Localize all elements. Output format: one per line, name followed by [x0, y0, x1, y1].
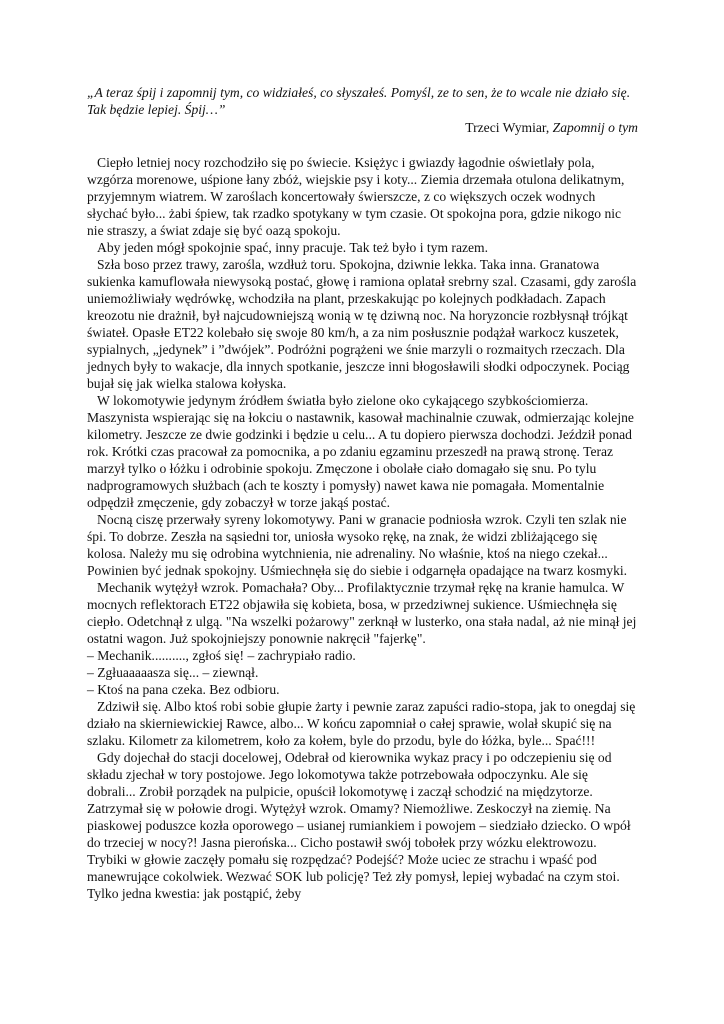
paragraph: Gdy dojechał do stacji docelowej, Odebrał od kierownika wykaz pracy i po odczepieniu się od składu zjechał w tory postojowe. Jego lokomotywa także potrzebowała odpoczynku. Ale się dobrali... Zrobił porządek na pulpicie, opuścił lokomotywę i zaczął schodzić na międzytorze. Zatrzymał się w połowie drogi. Wytężył wzrok. Omamy? Niemożliwe. Zeskoczył na ziemię. Na piaskowej poduszce kozła oporowego – usianej rumiankiem i powojem – siedziało dziecko. O wpół do trzeciej w nocy?! Jasna pierońska... Cicho postawił swój tobołek przy wózku elektrowozu. Trybiki w głowie zaczęły pomału się rozpędzać? Podejść? Może uciec ze strachu i wpaść pod manewrujące cokolwiek. Wezwać SOK lub policję? Też zły pomysł, lepiej wybadać na czym stoi. Tylko jedna kwestia: jak postąpić, żeby: [87, 750, 631, 901]
paragraph: Szła boso przez trawy, zarośla, wzdłuż toru. Spokojna, dziwnie lekka. Taka inna. Granatowa sukienka kamuflowała niewysoką postać, głowę i ramiona oplatał srebrny szal. Czasami, gdy zarośla uniemożliwiały wędrówkę, wchodziła na plant, przeskakując po kolejnych podkładach. Zapach kreozotu nie drażnił, był najcudowniejszą wonią w tę dziwną noc. Na horyzoncie rozbłysnął trójkąt świateł. Opasłe ET22 kolebało się swoje 80 km/h, a za nim posłusznie podążał warkocz kuszetek, sypialnych, „jedynek” i ”dwójek”. Podróżni pogrążeni we śnie marzyli o rozmaitych rzeczach. Dla jednych były to wakacje, dla innych spotkanie, jeszcze inni błogosławili słodki odpoczynek. Pociąg bujał się jak wielka stalowa kołyska.: [87, 257, 637, 391]
epigraph-quote: „A teraz śpij i zapomnij tym, co widziałeś, co słyszałeś. Pomyśl, ze to sen, że to wcale nie działo się. Tak będzie lepiej. Śpij…”: [87, 85, 631, 117]
dialog-line: – Ktoś na pana czeka. Bez odbioru.: [87, 682, 280, 697]
paragraph: Zdziwił się. Albo ktoś robi sobie głupie żarty i pewnie zaraz zapuści radio-stopa, jak to onegdaj się działo na skierniewickiej Rawce, albo... W końcu zapomniał o całej sprawie, wolał skupić się na szlaku. Kilometr za kilometrem, koło za kołem, byle do przodu, byle do łóżka, byle... Spać!!!: [87, 699, 636, 748]
epigraph-author: Trzeci Wymiar,: [465, 120, 553, 135]
epigraph-attribution: [87, 119, 638, 136]
dialog-line: – Zgłuaaaaasza się... – ziewnął.: [87, 665, 259, 680]
epigraph-work-title: Zapomnij o tym: [552, 120, 638, 135]
paragraph: Nocną ciszę przerwały syreny lokomotywy. Pani w granacie podniosła wzrok. Czyli ten szlak nie śpi. To dobrze. Zeszła na sąsiedni tor, uniosła wysoko rękę, na znak, że widzi zbliżającego się kolosa. Należy mu się odrobina wytchnienia, nie adrenaliny. No właśnie, ktoś na niego czekał... Powinien być jednak spokojny. Uśmiechnęła się do siebie i odgarnęła opadające na twarz kosmyki.: [87, 512, 628, 578]
dialog-line: – Mechanik.........., zgłoś się! – zachrypiało radio.: [87, 648, 356, 663]
story-body: [87, 154, 638, 902]
paragraph: Mechanik wytężył wzrok. Pomachała? Oby... Profilaktycznie trzymał rękę na kranie hamulca. W mocnych reflektorach ET22 objawiła się kobieta, bosa, w przedziwnej sukience. Uśmiechnęła się ciepło. Odetchnął z ulgą. "Na wszelki pożarowy" zerknął w lusterko, ona stała nadal, aż nie minął jej ostatni wagon. Już spokojniejszy ponownie nakręcił "fajerkę".: [87, 580, 637, 646]
paragraph: W lokomotywie jedynym źródłem światła było zielone oko cykającego szybkościomierza. Maszynista wspierając się na łokciu o nastawnik, kasował machinalnie czuwak, odmierzając kolejne kilometry. Jeszcze ze dwie godzinki i będzie u celu... A tu dopiero pierwsza dochodzi. Jeździł ponad rok. Krótki czas pracował za pomocnika, a po zdaniu egzaminu przeszedł na prawą stronę. Teraz marzył tylko o łóżku i odrobinie spokoju. Zmęczone i obolałe ciało domagało się snu. Po tylu nadprogramowych służbach (ach te koszty i pomysły) nawet kawa nie pomagała. Momentalnie odpędził zmęczenie, gdy zobaczył w torze jakąś postać.: [87, 393, 634, 510]
document-page: [87, 84, 638, 902]
paragraph: Ciepło letniej nocy rozchodziło się po świecie. Księżyc i gwiazdy łagodnie oświetlały pola, wzgórza morenowe, uśpione łany zbóż, wiejskie psy i koty... Ziemia drzemała otulona delikatnym, przyjemnym wiatrem. W zaroślach koncertowały świerszcze, z co większych oczek wodnych słychać było... żabi śpiew, tak rzadko spotykany w tym czasie. Ot spokojna pora, gdzie nikogo nic nie straszy, a świat zdaje się być oazą spokoju.: [87, 155, 625, 238]
paragraph: Aby jeden mógł spokojnie spać, inny pracuje. Tak też było i tym razem.: [97, 240, 489, 255]
